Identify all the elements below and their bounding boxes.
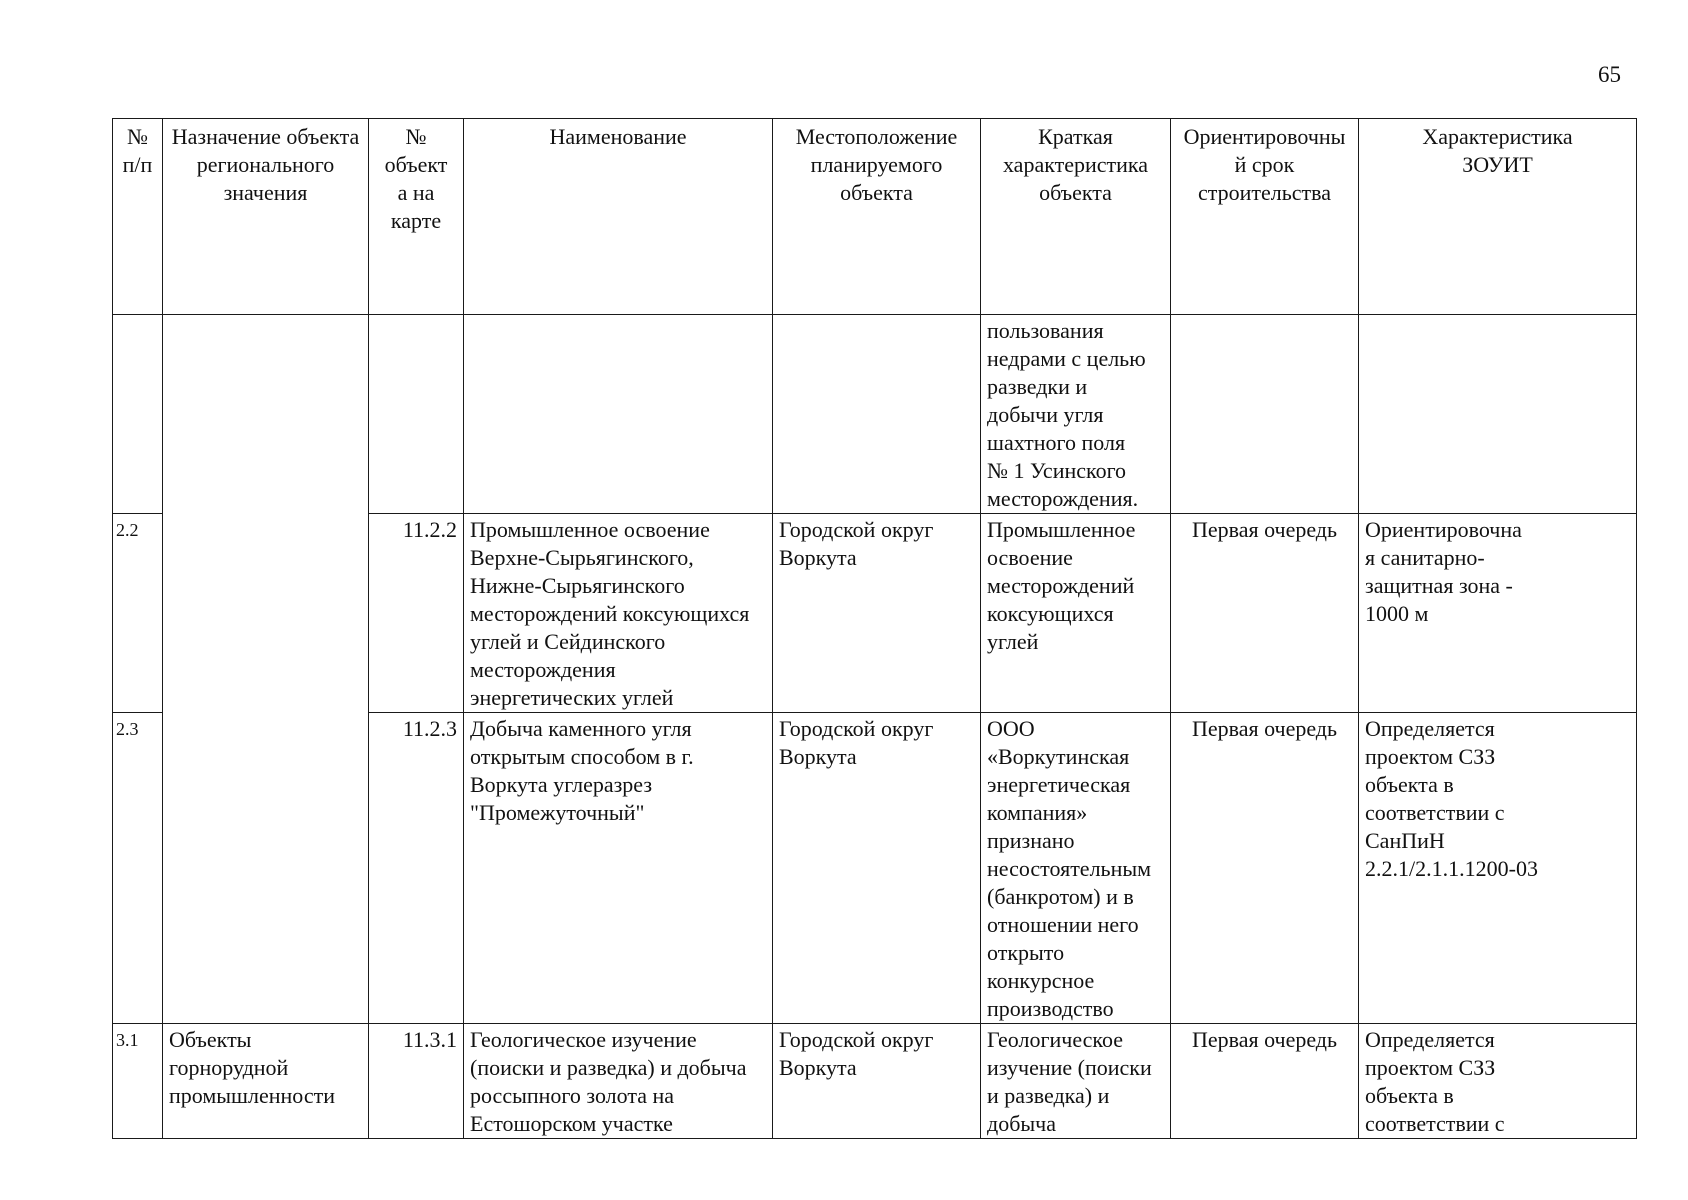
cell-text-line: и разведка) и xyxy=(987,1083,1110,1108)
cell-text-line: карте xyxy=(390,208,442,233)
cell-text-line: разведки и xyxy=(987,374,1088,399)
cell-text-line: 1000 м xyxy=(1365,601,1429,626)
cell-text-line: Промышленное xyxy=(987,517,1136,542)
cell-zouit xyxy=(1359,315,1637,514)
cell-text-line: й срок xyxy=(1234,152,1295,177)
cell-text-line: Воркута xyxy=(779,1055,857,1080)
cell-text-line: проектом СЗЗ xyxy=(1365,1055,1496,1080)
cell-text-line: Естошорском участке xyxy=(470,1111,673,1136)
cell-name xyxy=(464,514,773,713)
cell-text-line: Нижне-Сырьягинского xyxy=(470,573,685,598)
cell-text-line: горнорудной xyxy=(169,1055,289,1080)
cell-text-line: Воркута xyxy=(779,545,857,570)
cell-text-line: компания» xyxy=(987,800,1088,825)
cell-text-line: № xyxy=(127,124,148,149)
cell-description xyxy=(981,1024,1171,1139)
cell-text-line: Объекты xyxy=(169,1027,252,1052)
cell-text-line: соответствии с xyxy=(1365,1111,1505,1136)
cell-text-line: ЗОУИТ xyxy=(1462,152,1533,177)
cell-text-line: Наименование xyxy=(549,124,687,149)
cell-text-line: несостоятельным xyxy=(987,856,1152,881)
header-num xyxy=(113,119,163,315)
header-location xyxy=(773,119,981,315)
cell-text-line: строительства xyxy=(1197,180,1332,205)
cell-text-line: № 1 Усинского xyxy=(987,458,1127,483)
cell-map-code: 11.3.1 xyxy=(369,1024,464,1139)
cell-zouit xyxy=(1359,514,1637,713)
cell-text-line: Краткая xyxy=(1038,124,1113,149)
page-number: 65 xyxy=(1598,62,1621,87)
cell-text-line: углей xyxy=(987,629,1039,654)
cell-text-line: отношении него xyxy=(987,912,1139,937)
cell-text-line: СанПиН xyxy=(1365,828,1445,853)
cell-num: 2.2 xyxy=(113,514,163,713)
cell-text-line: энергетическая xyxy=(987,772,1131,797)
cell-text-line: освоение xyxy=(987,545,1073,570)
cell-text-line: Назначение объекта xyxy=(171,124,360,149)
cell-text-line: Городской округ xyxy=(779,1027,934,1052)
cell-text-line: Геологическое xyxy=(987,1027,1124,1052)
cell-text-line: недрами с целью xyxy=(987,346,1146,371)
cell-location xyxy=(773,713,981,1024)
cell-purpose xyxy=(163,315,369,1024)
cell-text-line: признано xyxy=(987,828,1075,853)
header-map-code xyxy=(369,119,464,315)
cell-text-line: а на xyxy=(397,180,435,205)
cell-map-code xyxy=(369,315,464,514)
cell-text-line: «Воркутинская xyxy=(987,744,1130,769)
cell-text-line: Верхне-Сырьягинского, xyxy=(470,545,694,570)
cell-text-line: № xyxy=(405,124,427,149)
cell-term: Первая очередь xyxy=(1171,713,1359,1024)
cell-text-line: объекта в xyxy=(1365,772,1454,797)
cell-text-line: углей и Сейдинского xyxy=(470,629,666,654)
cell-description xyxy=(981,713,1171,1024)
cell-text-line: Характеристика xyxy=(1422,124,1573,149)
cell-text-line: промышленности xyxy=(169,1083,335,1108)
cell-text-line: Геологическое изучение xyxy=(470,1027,697,1052)
cell-purpose xyxy=(163,1024,369,1139)
cell-name xyxy=(464,1024,773,1139)
cell-map-code: 11.2.3 xyxy=(369,713,464,1024)
cell-text-line: производство xyxy=(987,996,1114,1021)
cell-text-line: месторождений xyxy=(987,573,1135,598)
cell-location xyxy=(773,1024,981,1139)
cell-location xyxy=(773,315,981,514)
header-name xyxy=(464,119,773,315)
cell-text-line: объекта xyxy=(840,180,913,205)
cell-text-line: конкурсное xyxy=(987,968,1095,993)
cell-text-line: характеристика xyxy=(1002,152,1149,177)
cell-num: 2.3 xyxy=(113,713,163,1024)
cell-text-line: (банкротом) и в xyxy=(987,884,1134,909)
cell-text-line: добычи угля xyxy=(987,402,1104,427)
cell-term: Первая очередь xyxy=(1171,1024,1359,1139)
cell-text-line: месторождения xyxy=(470,657,616,682)
cell-text-line: коксующихся xyxy=(987,601,1114,626)
cell-text-line: Определяется xyxy=(1365,716,1495,741)
cell-text-line: Ориентировочна xyxy=(1365,517,1522,542)
cell-text-line: добыча xyxy=(987,1111,1056,1136)
cell-text-line: значения xyxy=(223,180,308,205)
cell-text-line: Воркута углеразрез xyxy=(470,772,653,797)
cell-text-line: изучение (поиски xyxy=(987,1055,1152,1080)
cell-text-line: планируемого xyxy=(810,152,943,177)
cell-text-line: месторождения. xyxy=(987,486,1139,511)
cell-name xyxy=(464,713,773,1024)
cell-text-line: пользования xyxy=(987,318,1104,343)
cell-text-line: регионального xyxy=(196,152,335,177)
cell-location xyxy=(773,514,981,713)
cell-zouit xyxy=(1359,1024,1637,1139)
cell-text-line: энергетических углей xyxy=(470,685,674,710)
table-header-row xyxy=(113,119,1637,315)
cell-text-line: Городской округ xyxy=(779,716,934,741)
cell-description xyxy=(981,315,1171,514)
cell-text-line: шахтного поля xyxy=(987,430,1126,455)
header-zouit xyxy=(1359,119,1637,315)
cell-num: 3.1 xyxy=(113,1024,163,1139)
objects-table xyxy=(112,118,1637,1139)
cell-text-line: объекта xyxy=(1039,180,1112,205)
cell-text-line: 2.2.1/2.1.1.1200-03 xyxy=(1365,856,1538,881)
cell-text-line: проектом СЗЗ xyxy=(1365,744,1496,769)
cell-description xyxy=(981,514,1171,713)
header-purpose xyxy=(163,119,369,315)
cell-text-line: Добыча каменного угля xyxy=(470,716,692,741)
cell-text-line: ООО xyxy=(987,716,1035,741)
table-row xyxy=(113,315,1637,514)
table-row xyxy=(113,1024,1637,1139)
cell-text-line: Определяется xyxy=(1365,1027,1495,1052)
header-description xyxy=(981,119,1171,315)
cell-term: Первая очередь xyxy=(1171,514,1359,713)
cell-text-line: Ориентировочны xyxy=(1183,124,1346,149)
cell-num xyxy=(113,315,163,514)
cell-text-line: защитная зона - xyxy=(1365,573,1513,598)
cell-text-line: открытым способом в г. xyxy=(470,744,694,769)
cell-text-line: п/п xyxy=(122,152,153,177)
cell-text-line: открыто xyxy=(987,940,1065,965)
cell-text-line: Местоположение xyxy=(795,124,958,149)
cell-map-code: 11.2.2 xyxy=(369,514,464,713)
cell-zouit xyxy=(1359,713,1637,1024)
cell-text-line: я санитарно- xyxy=(1365,545,1485,570)
cell-text-line: Промышленное освоение xyxy=(470,517,710,542)
cell-text-line: Городской округ xyxy=(779,517,934,542)
cell-text-line: объекта в xyxy=(1365,1083,1454,1108)
cell-text-line: "Промежуточный" xyxy=(470,800,645,825)
cell-text-line: Воркута xyxy=(779,744,857,769)
cell-text-line: (поиски и разведка) и добыча xyxy=(470,1055,747,1080)
header-term xyxy=(1171,119,1359,315)
cell-text-line: россыпного золота на xyxy=(470,1083,675,1108)
cell-text-line: месторождений коксующихся xyxy=(470,601,750,626)
cell-text-line: объект xyxy=(384,152,448,177)
cell-term xyxy=(1171,315,1359,514)
cell-name xyxy=(464,315,773,514)
cell-text-line: соответствии с xyxy=(1365,800,1505,825)
